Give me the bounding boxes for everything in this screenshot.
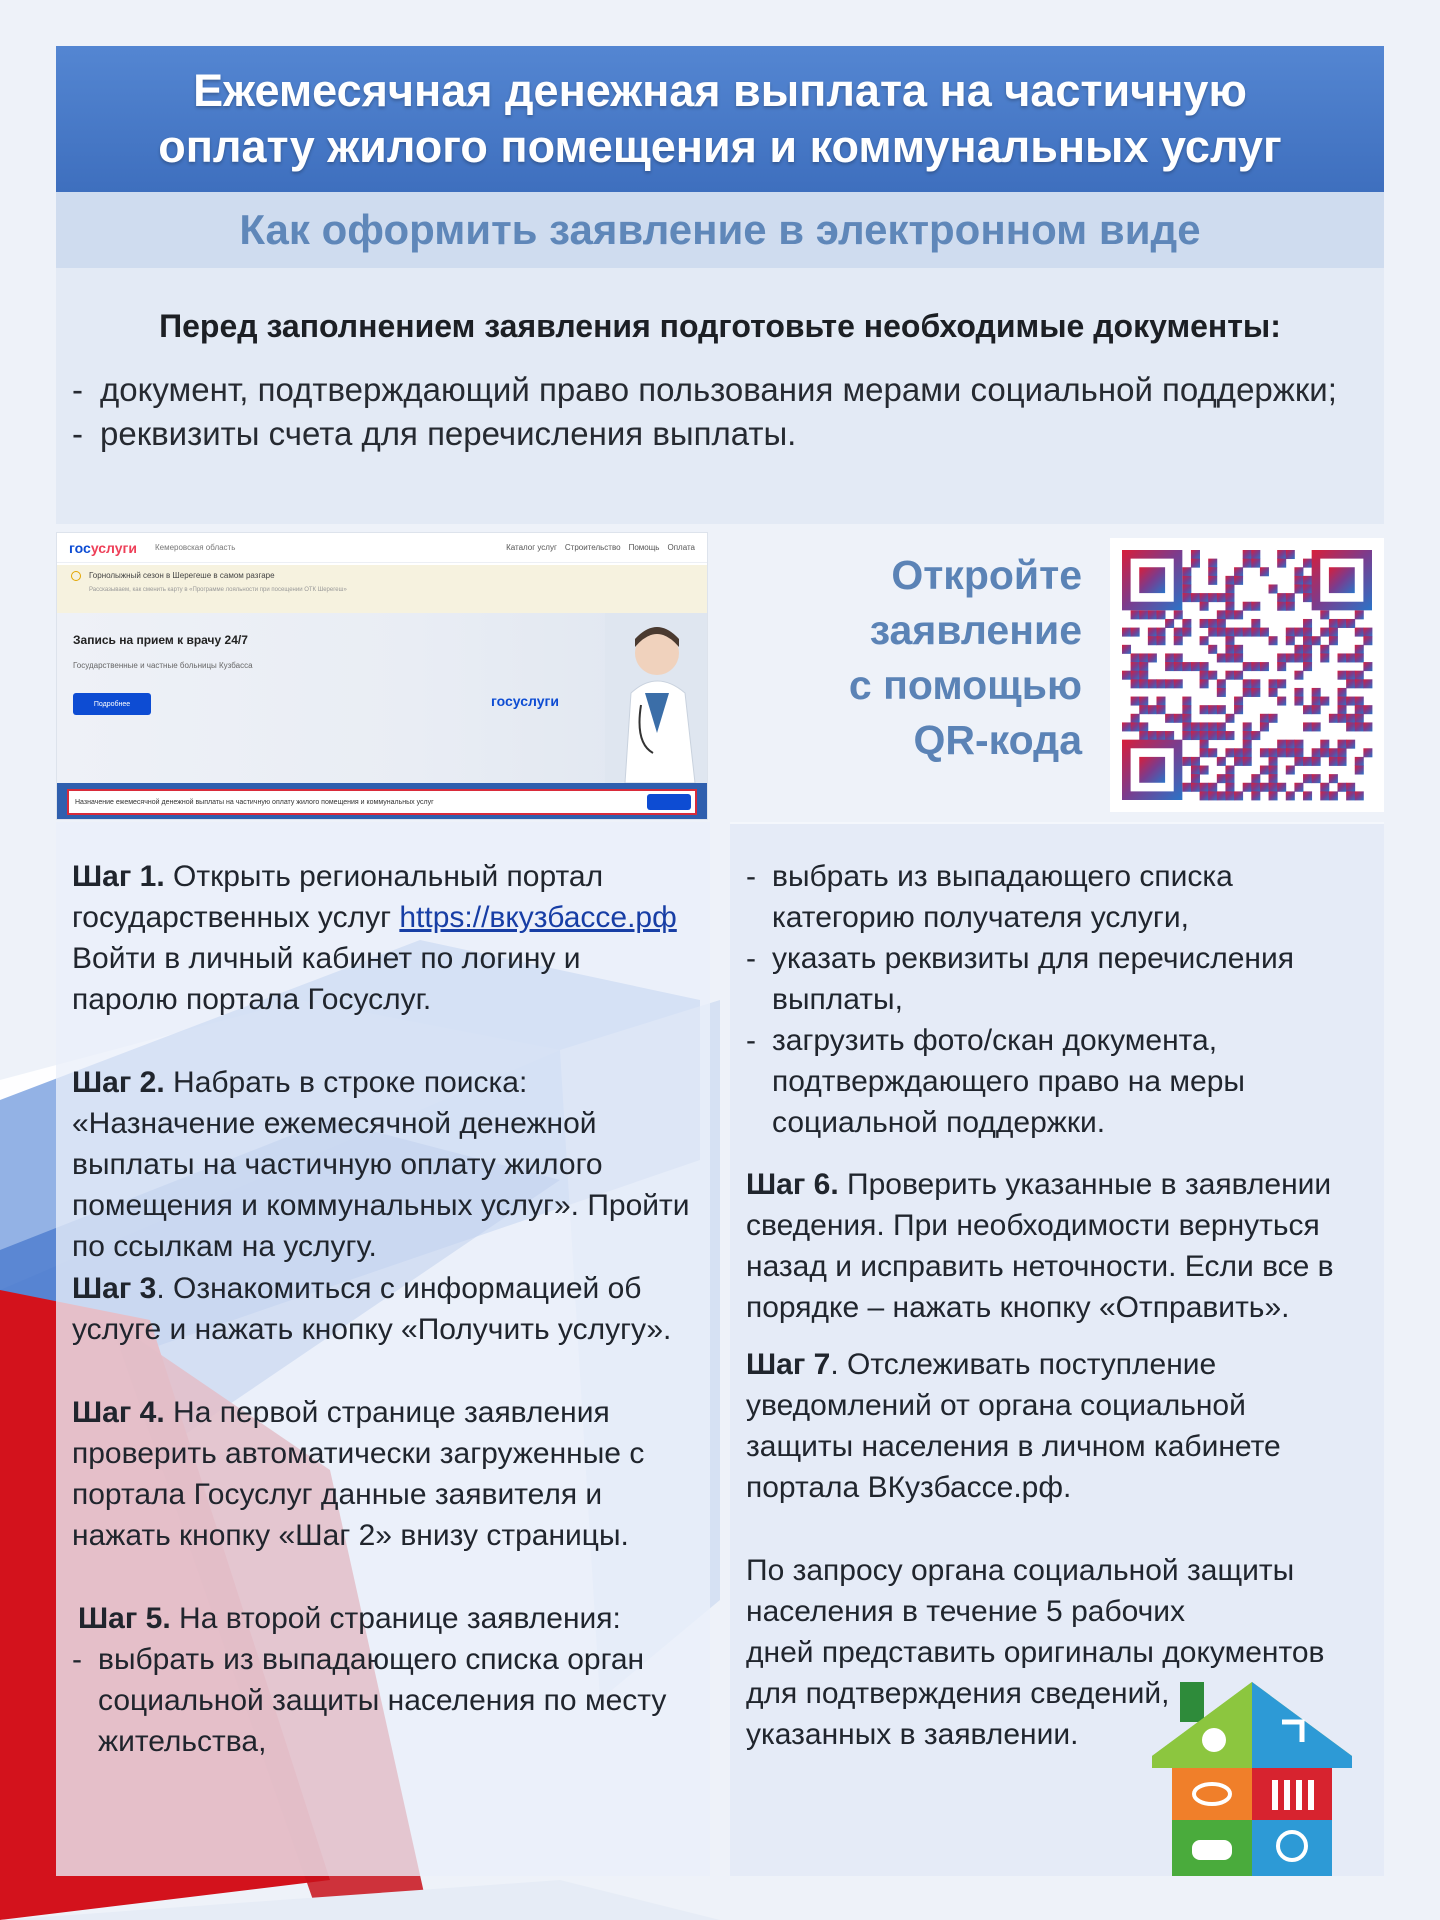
documents-section bbox=[56, 268, 1384, 524]
list-item: - реквизиты счета для перечисления выплаты. bbox=[72, 415, 797, 452]
warning-icon bbox=[71, 571, 81, 581]
portal-logo: госуслуги bbox=[69, 539, 137, 556]
step-3: Шаг 3. Ознакомиться с информацией об услуге и нажать кнопку «Получить услугу». bbox=[72, 1272, 672, 1346]
portal-screenshot bbox=[56, 532, 708, 820]
list-item: - указать реквизиты для перечисления выплаты, bbox=[746, 942, 1294, 1016]
step-5-bullets bbox=[72, 1639, 672, 1762]
search-icon bbox=[647, 794, 691, 810]
portal-nav-item: Каталог услуг bbox=[506, 543, 557, 552]
portal-nav-item: Строительство bbox=[564, 543, 621, 552]
page-subtitle: Как оформить заявление в электронном виде bbox=[56, 192, 1384, 268]
step-5: Шаг 5. На второй странице заявления: bbox=[78, 1602, 621, 1635]
portal-region: Кемеровская область bbox=[154, 543, 236, 552]
qr-code-icon bbox=[1110, 538, 1384, 812]
portal-nav bbox=[506, 543, 695, 552]
page-title: Ежемесячная денежная выплата на частичную оплату жилого помещения и коммунальных услуг bbox=[56, 46, 1384, 192]
documents-list bbox=[72, 368, 1337, 456]
portal-hero-banner bbox=[57, 613, 707, 783]
list-item: - выбрать из выпадающего списка категорию получателя услуги, bbox=[746, 860, 1233, 934]
list-item: - загрузить фото/скан документа, подтверждающего право на меры социальной поддержки. bbox=[746, 1024, 1245, 1139]
hero-logo: госуслуги bbox=[491, 693, 559, 709]
step-4: Шаг 4. На первой странице заявления проверить автоматически загруженные с портала Госуслуг данные заявителя и нажать кнопку «Шаг 2» внизу страницы. bbox=[72, 1396, 645, 1552]
list-item: - выбрать из выпадающего списка орган социальной защиты населения по месту жительства, bbox=[72, 1643, 667, 1758]
step-6: Шаг 6. Проверить указанные в заявлении сведения. При необходимости вернуться назад и исправить неточности. Если все в порядке – нажать кнопку «Отправить». bbox=[746, 1168, 1334, 1324]
step-2: Шаг 2. Набрать в строке поиска: «Назначение ежемесячной денежной выплаты на частичную оплату жилого помещения и коммунальных услуг». Пройти по ссылкам на услугу. bbox=[72, 1066, 690, 1263]
hero-title: Запись на прием к врачу 24/7 bbox=[73, 633, 248, 647]
step-1: Шаг 1. Открыть региональный портал государственных услуг https://вкузбассе.рф Войти в личный кабинет по логину и паролю портала Госуслуг. bbox=[72, 860, 677, 1016]
portal-nav-item: Оплата bbox=[667, 543, 695, 552]
step-5-bullets-continued bbox=[746, 856, 1366, 1143]
hero-button: Подробнее bbox=[73, 693, 151, 715]
qr-code-image bbox=[1110, 538, 1384, 812]
step-7: Шаг 7. Отслеживать поступление уведомлений от органа социальной защиты населения в личном кабинете портала ВКузбассе.рф. bbox=[746, 1348, 1281, 1504]
hero-subtitle: Государственные и частные больницы Кузбасса bbox=[73, 661, 253, 670]
steps-panel-left bbox=[56, 822, 710, 1876]
qr-caption: Откройте заявление с помощью QR-кода bbox=[848, 552, 1082, 763]
list-item: - документ, подтверждающий право пользования мерами социальной поддержки; bbox=[72, 371, 1337, 408]
final-note: По запросу органа социальной защиты населения в течение 5 рабочих дней представить оригиналы документов для подтверждения сведений, указанных в заявлении. bbox=[746, 1554, 1325, 1751]
portal-notice: Горнолыжный сезон в Шерегеше в самом разгаре Рассказываем, как сменить карту в «Программе лояльности при посещении ОТК Шерегеш» bbox=[57, 565, 707, 613]
house-utilities-icon bbox=[1152, 1682, 1352, 1876]
search-input: Назначение ежемесячной денежной выплаты на частичную оплату жилого помещения и коммунальных услуг bbox=[67, 789, 697, 815]
doctor-photo bbox=[605, 613, 708, 783]
portal-header bbox=[57, 533, 707, 563]
documents-heading: Перед заполнением заявления подготовьте необходимые документы: bbox=[159, 308, 1281, 344]
portal-search-bar bbox=[57, 783, 707, 820]
portal-nav-item: Помощь bbox=[628, 543, 660, 552]
portal-link[interactable]: https://вкузбассе.рф bbox=[399, 901, 677, 934]
